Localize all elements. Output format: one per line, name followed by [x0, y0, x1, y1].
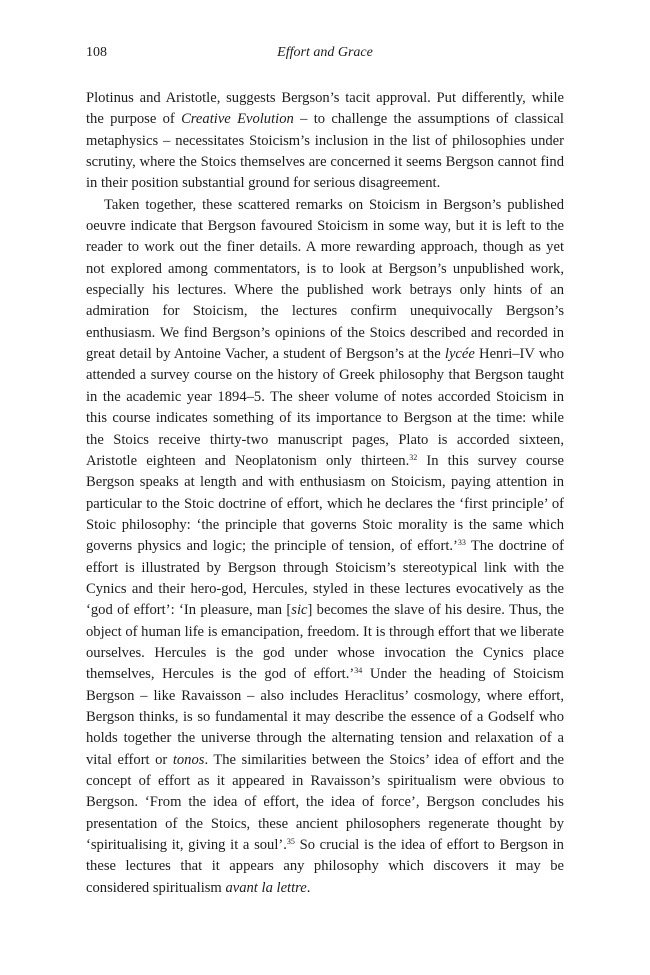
text-run: Henri–IV who attended a survey course on the history of Greek philosophy that Bergson taught in the academic year 1894–5. The sheer volume of notes accorded Stoicism in this course indicates something of its importance to Bergson at the time: while the Stoics receive thirty-two manuscript pages, Plato is accorded sixteen, Aristotle eighteen and Neoplatonism only thirteen.: [86, 346, 565, 469]
running-title: Effort and Grace: [277, 45, 373, 60]
italic-term: tonos: [172, 751, 205, 768]
footnote-ref-35: 35: [286, 837, 295, 847]
italic-term: sic: [291, 602, 308, 619]
text-run: Taken together, these scattered remarks on Stoicism in Bergson’s published oeuvre indicate that Bergson favoured Stoicism in some way, but it is left to the reader to work out the finer details. A more rewarding approach, though as yet not explored among commentators, is to look at Bergson’s unpublished work, especially his lectures. Where the published work betrays only hints of an admiration for Stoicism, the lectures confirm unequivocally Bergson’s enthusiasm. We find Bergson’s opinions of the Stoics described and recorded in great detail by Antoine Vacher, a student of Bergson’s at the: [86, 196, 564, 363]
italic-term: avant la lettre: [225, 879, 307, 896]
text-run: The doctrine of effort is illustrated by Bergson through Stoicism’s stereotypical link with the Cynics and their hero-god, Hercules, styled in these lectures evocatively as the ‘god of effort’: ‘In pleasure, man [: [86, 538, 564, 619]
book-title: Creative Evolution: [181, 111, 294, 128]
text-run: ] becomes the slave of his desire. Thus, the object of human life is emancipation, freedom. It is through effort that we liberate ourselves. Hercules is the god under whose invocation the Cynics place themselves, Hercules is the god of effort.’: [86, 602, 564, 683]
page-header: [86, 45, 564, 65]
text-run: . The similarities between the Stoics’ idea of effort and the concept of effort as it appeared in Ravaisson’s spiritualism were obvious to Bergson. ‘From the idea of effort, the idea of force’, Bergson concludes his presentation of the Stoics, these ancient philosophers regenerate thought by ‘spiritualising it, giving it a soul’.: [86, 751, 564, 854]
text-run: So crucial is the idea of effort to Bergson in these lectures that it appears any philosophy which discovers it may be considered spiritualism: [86, 837, 564, 896]
text-run: In this survey course Bergson speaks at length and with enthusiasm on Stoicism, paying attention in particular to the Stoic doctrine of effort, which he declares the ‘first principle’ of Stoic philosophy: ‘the principle that governs Stoic morality is the same which governs physics and logic; the principle of tension, of effort.’: [86, 452, 564, 555]
page-number: 108: [86, 45, 107, 60]
text-run: .: [306, 879, 311, 896]
footnote-ref-33: 33: [457, 538, 466, 548]
footnote-ref-32: 32: [409, 452, 418, 462]
footnote-ref-34: 34: [354, 666, 363, 676]
text-run: – to challenge the assumptions of classical metaphysics – necessitates Stoicism’s inclusion in the list of philosophies under scrutiny, where the Stoics themselves are concerned it seems Bergson cannot find in their position substantial ground for serious disagreement.: [86, 111, 564, 192]
paragraph-1: [86, 88, 564, 195]
text-run: Under the heading of Stoicism Bergson – like Ravaisson – also includes Heraclitus’ cosmology, where effort, Bergson thinks, is so fundamental it may describe the essence of a Godself who holds together the universe through the alternating tension and relaxation of a vital effort or: [86, 666, 565, 768]
italic-term: lycée: [444, 346, 475, 363]
body-text: [86, 88, 564, 899]
paragraph-2: [86, 195, 564, 899]
text-run: Plotinus and Aristotle, suggests Bergson’s tacit approval. Put differently, while the purpose of: [86, 90, 564, 128]
